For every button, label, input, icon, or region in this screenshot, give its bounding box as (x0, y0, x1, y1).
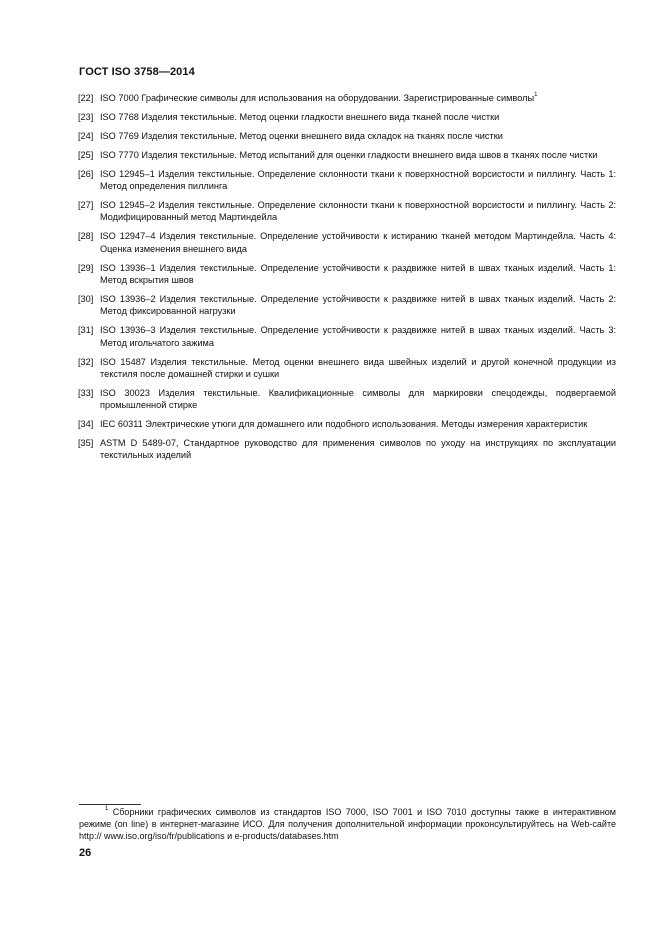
bibliography-entry (78, 356, 616, 381)
reference-number: [23] (78, 111, 94, 122)
reference-number: [26] (78, 168, 94, 179)
bibliography-entry (78, 387, 616, 412)
footnote-mark: 1 (105, 806, 109, 812)
bibliography-list (78, 92, 616, 468)
reference-number: [28] (78, 231, 94, 242)
footnote-divider (79, 804, 141, 805)
bibliography-entry (78, 168, 616, 193)
reference-text: ISO 7769 Изделия текстильные. Метод оценки внешнего вида складок на тканях после чистки (100, 130, 503, 141)
bibliography-entry (78, 92, 616, 104)
reference-number: [27] (78, 199, 94, 210)
reference-number: [24] (78, 130, 94, 141)
bibliography-entry (78, 262, 616, 287)
reference-text: ISO 13936–1 Изделия текстильные. Определение устойчивости к раздвижке нитей в швах тканых изделий. Часть 1: Метод вскрытия швов (100, 262, 616, 285)
reference-text: ISO 15487 Изделия текстильные. Метод оценки внешнего вида швейных изделий и другой конечной продукции из текстиля после домашней стирки и сушки (100, 356, 616, 379)
bibliography-entry (78, 418, 616, 430)
bibliography-entry (78, 437, 616, 462)
footnote-marker: 1 (534, 91, 538, 98)
bibliography-entry (78, 230, 616, 255)
reference-number: [34] (78, 419, 94, 430)
page-header-title: ГОСТ ISO 3758—2014 (79, 66, 195, 78)
footnote (79, 806, 616, 843)
reference-number: [32] (78, 356, 94, 367)
reference-text (100, 92, 616, 104)
reference-text: ISO 7770 Изделия текстильные. Метод испытаний для оценки гладкости внешнего вида швов в тканях после чистки (100, 149, 598, 160)
bibliography-entry (78, 111, 616, 123)
reference-number: [33] (78, 387, 94, 398)
reference-text: ISO 7768 Изделия текстильные. Метод оценки гладкости внешнего вида тканей после чистки (100, 111, 500, 122)
reference-number: [29] (78, 262, 94, 273)
reference-text: ISO 12945–2 Изделия текстильные. Определение склонности ткани к поверхностной ворсистости и пиллингу. Часть 2: Модифицированный метод Мартиндейла (100, 199, 616, 223)
reference-number: [22] (78, 93, 94, 103)
reference-text: ASTM D 5489-07, Стандартное руководство для применения символов по уходу на инструкциях по эксплуатации текстильных изделий (100, 438, 616, 461)
bibliography-entry (78, 293, 616, 318)
reference-number: [30] (78, 293, 94, 304)
reference-text: ISO 13936–3 Изделия текстильные. Определение устойчивости к раздвижке нитей в швах тканых изделий. Часть 3: Метод игольчатого зажима (100, 325, 616, 348)
footnote-text: Сборники графических символов из стандартов ISO 7000, ISO 7001 и ISO 7010 доступны также в интерактивном режиме (on line) в интернет-магазине ИСО. Для получения дополнительной информации проконсультируйтесь на Web-сайте http:// www.iso.org/iso/fr/publications и e-products/databases.htm (79, 807, 616, 842)
reference-text: IEC 60311 Электрические утюги для домашнего или подобного использования. Методы измерения характеристик (100, 419, 588, 430)
reference-number: [35] (78, 438, 94, 449)
bibliography-entry (78, 149, 616, 161)
reference-number: [31] (78, 325, 94, 336)
page-number: 26 (79, 847, 92, 859)
bibliography-entry (78, 324, 616, 349)
reference-text: ISO 12945–1 Изделия текстильные. Определение склонности ткани к поверхностной ворсистости и пиллингу. Часть 1: Метод определения пиллинга (100, 168, 616, 192)
reference-number: [25] (78, 149, 94, 160)
bibliography-entry (78, 130, 616, 142)
bibliography-entry (78, 199, 616, 224)
reference-text: ISO 13936–2 Изделия текстильные. Определение устойчивости к раздвижке нитей в швах тканых изделий. Часть 2: Метод фиксированной нагрузки (100, 293, 616, 317)
reference-text-body: ISO 7000 Графические символы для использования на оборудовании. Зарегистрированные символы (100, 93, 535, 103)
reference-text: ISO 30023 Изделия текстильные. Квалификационные символы для маркировки спецодежды, подвергаемой промышленной стирке (100, 387, 616, 411)
reference-text: ISO 12947–4 Изделия текстильные. Определение устойчивости к истиранию тканей методом Мартиндейла. Часть 4: Оценка изменения внешнего вида (100, 231, 616, 254)
